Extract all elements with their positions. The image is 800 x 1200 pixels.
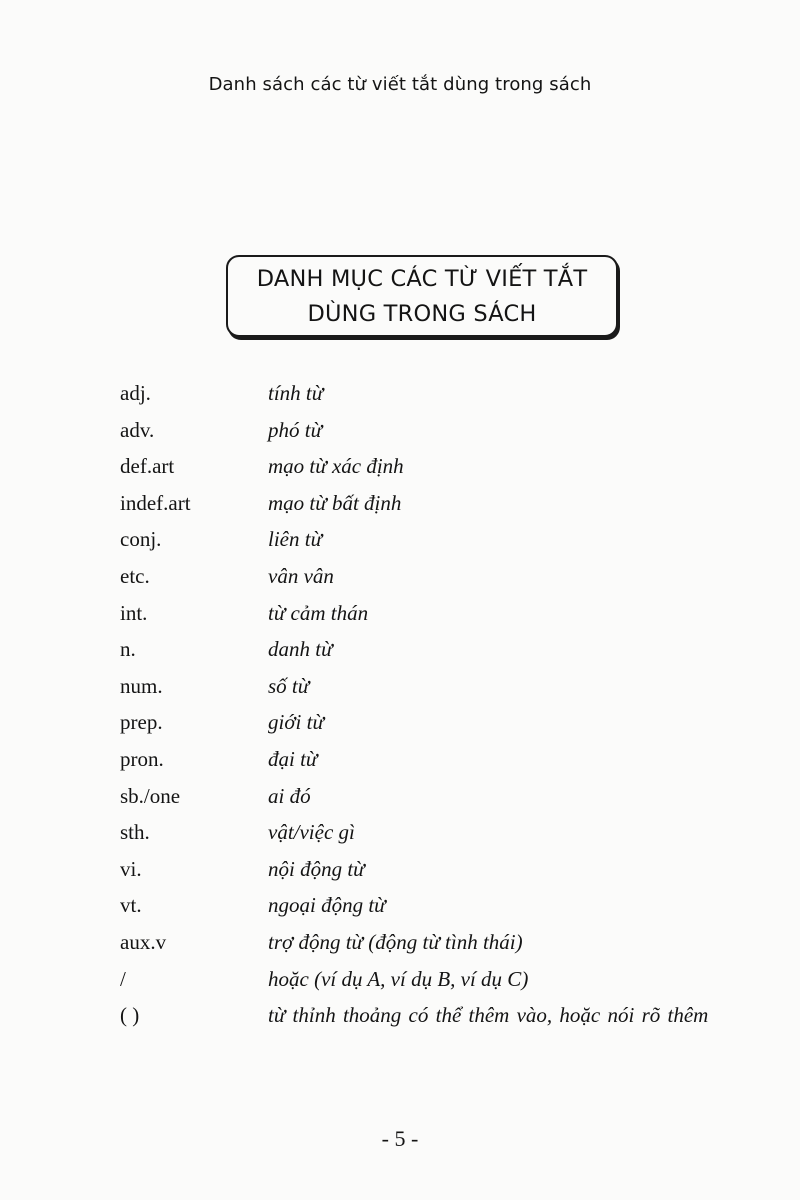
abbreviation-meaning: số từ bbox=[268, 673, 310, 698]
abbreviation-row bbox=[120, 524, 760, 561]
abbreviation-term: prep. bbox=[120, 710, 163, 735]
abbreviation-meaning: phó từ bbox=[268, 417, 323, 442]
abbreviation-meaning: ai đó bbox=[268, 783, 311, 808]
abbreviation-row bbox=[120, 854, 760, 891]
abbreviation-term: vi. bbox=[120, 856, 142, 881]
abbreviation-row bbox=[120, 561, 760, 598]
section-title-box bbox=[226, 255, 618, 337]
abbreviation-meaning: tính từ bbox=[268, 381, 324, 405]
abbreviation-meaning: vân vân bbox=[268, 563, 334, 588]
abbreviation-term: num. bbox=[120, 673, 163, 698]
abbreviation-row bbox=[120, 634, 760, 671]
abbreviation-row bbox=[120, 817, 760, 854]
abbreviation-row bbox=[120, 707, 760, 744]
abbreviation-row bbox=[120, 927, 760, 964]
abbreviation-row bbox=[120, 1000, 760, 1030]
abbreviation-meaning: hoặc (ví dụ A, ví dụ B, ví dụ C) bbox=[268, 966, 529, 991]
abbreviation-term: n. bbox=[120, 637, 136, 662]
abbreviation-term: conj. bbox=[120, 527, 162, 552]
abbreviation-term: adv. bbox=[120, 417, 155, 442]
abbreviation-meaning: trợ động từ (động từ tình thái) bbox=[268, 929, 523, 954]
abbreviation-row bbox=[120, 378, 760, 415]
abbreviation-row bbox=[120, 415, 760, 452]
abbreviation-list bbox=[120, 378, 760, 1030]
abbreviation-row bbox=[120, 781, 760, 818]
abbreviation-row bbox=[120, 964, 760, 1001]
abbreviation-meaning: liên từ bbox=[268, 527, 323, 552]
abbreviation-term: aux.v bbox=[120, 929, 167, 954]
abbreviation-row bbox=[120, 598, 760, 635]
abbreviation-term: pron. bbox=[120, 746, 164, 771]
abbreviation-term: indef.art bbox=[120, 490, 191, 515]
abbreviation-term: vt. bbox=[120, 893, 142, 918]
abbreviation-term: int. bbox=[120, 600, 148, 625]
abbreviation-term: etc. bbox=[120, 563, 150, 588]
abbreviation-meaning: từ cảm thán bbox=[268, 600, 369, 625]
abbreviation-term: ( ) bbox=[120, 1003, 140, 1028]
abbreviation-term: sth. bbox=[120, 820, 150, 845]
abbreviation-row bbox=[120, 890, 760, 927]
abbreviation-meaning: mạo từ bất định bbox=[268, 490, 402, 515]
abbreviation-meaning: mạo từ xác định bbox=[268, 454, 404, 479]
abbreviation-meaning: ngoại động từ bbox=[268, 893, 386, 918]
abbreviation-row bbox=[120, 671, 760, 708]
abbreviation-meaning: danh từ bbox=[268, 637, 333, 662]
abbreviation-meaning: đại từ bbox=[268, 746, 318, 771]
abbreviation-row bbox=[120, 488, 760, 525]
abbreviation-term: sb./one bbox=[120, 783, 181, 808]
abbreviation-row bbox=[120, 744, 760, 781]
abbreviation-row bbox=[120, 451, 760, 488]
abbreviation-meaning: giới từ bbox=[268, 710, 324, 735]
abbreviation-meaning: nội động từ bbox=[268, 856, 365, 881]
abbreviation-meaning: từ thỉnh thoảng có thể thêm vào, hoặc nói rõ thêm bbox=[268, 1003, 709, 1028]
abbreviation-term: def.art bbox=[120, 454, 175, 479]
abbreviation-term: adj. bbox=[120, 381, 151, 405]
section-title-line-1: DANH MỤC CÁC TỪ VIẾT TẮT bbox=[256, 266, 588, 292]
abbreviation-meaning: vật/việc gì bbox=[268, 820, 355, 845]
page-number: - 5 - bbox=[381, 1126, 419, 1151]
section-title-line-2: DÙNG TRONG SÁCH bbox=[307, 301, 537, 327]
abbreviation-term: / bbox=[120, 966, 126, 991]
running-header: Danh sách các từ viết tắt dùng trong sách bbox=[208, 74, 592, 95]
